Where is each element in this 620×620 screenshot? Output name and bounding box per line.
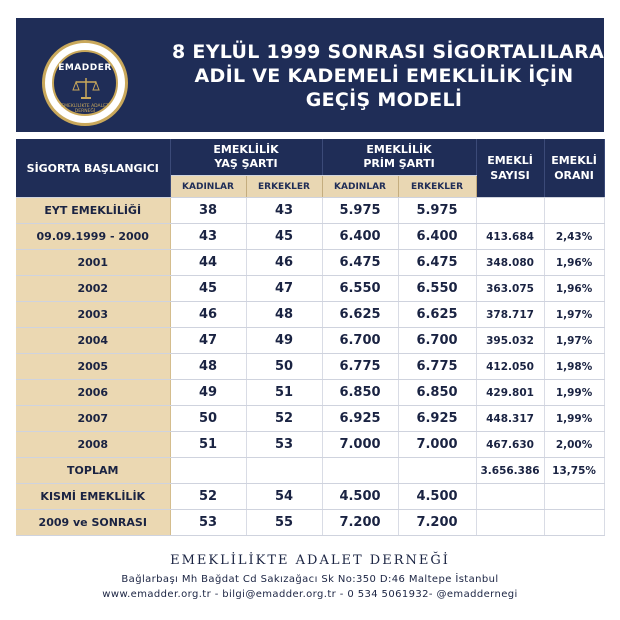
title-line-1: 8 EYLÜL 1999 SONRASI SİGORTALILARA — [172, 41, 605, 63]
header-insurance-start: SİGORTA BAŞLANGICI — [16, 139, 170, 198]
age-men-cell: 48 — [246, 302, 322, 328]
table-row — [16, 224, 604, 250]
retiree-count-cell — [476, 510, 544, 536]
row-label-cell: 2006 — [16, 380, 170, 406]
table-row — [16, 380, 604, 406]
retiree-count-cell — [476, 198, 544, 224]
row-label-cell: 2004 — [16, 328, 170, 354]
age-women-cell: 44 — [170, 250, 246, 276]
header-retiree-count: EMEKLİ SAYISI — [476, 139, 544, 198]
retiree-rate-cell: 1,99% — [544, 406, 604, 432]
retirement-table — [16, 139, 605, 536]
retiree-rate-cell — [544, 510, 604, 536]
prim-women-cell: 4.500 — [322, 484, 398, 510]
retiree-rate-cell: 2,43% — [544, 224, 604, 250]
retiree-count-cell: 413.684 — [476, 224, 544, 250]
title-line-3: GEÇİŞ MODELİ — [305, 89, 463, 111]
subheader-prim-women: KADINLAR — [322, 176, 398, 198]
retiree-count-cell: 348.080 — [476, 250, 544, 276]
age-women-cell: 49 — [170, 380, 246, 406]
retiree-count-cell: 378.717 — [476, 302, 544, 328]
retiree-rate-cell: 13,75% — [544, 458, 604, 484]
retiree-rate-cell — [544, 484, 604, 510]
retiree-count-cell: 467.630 — [476, 432, 544, 458]
footer-contact: www.emadder.org.tr - bilgi@emadder.org.tr - 0 534 5061932- @emaddernegi — [102, 589, 518, 600]
prim-men-cell: 6.700 — [398, 328, 476, 354]
prim-women-cell: 7.000 — [322, 432, 398, 458]
prim-women-cell: 7.200 — [322, 510, 398, 536]
prim-men-cell: 6.925 — [398, 406, 476, 432]
footer-org-name: EMEKLİLİKTE ADALET DERNEĞİ — [170, 553, 450, 568]
scales-of-justice-icon — [72, 76, 100, 102]
header-premium-requirement: EMEKLİLİK PRİM ŞARTI — [322, 139, 476, 176]
title-line-2: ADİL VE KADEMELİ EMEKLİLİK İÇİN — [194, 65, 574, 87]
prim-women-cell: 6.850 — [322, 380, 398, 406]
age-women-cell: 51 — [170, 432, 246, 458]
row-label-cell: 2005 — [16, 354, 170, 380]
table-row — [16, 302, 604, 328]
retiree-rate-cell: 1,99% — [544, 380, 604, 406]
prim-women-cell: 6.550 — [322, 276, 398, 302]
row-label-cell: 2008 — [16, 432, 170, 458]
table-row — [16, 484, 604, 510]
retiree-count-cell: 429.801 — [476, 380, 544, 406]
prim-women-cell: 6.700 — [322, 328, 398, 354]
age-men-cell: 52 — [246, 406, 322, 432]
retiree-rate-cell: 1,96% — [544, 250, 604, 276]
table-row — [16, 328, 604, 354]
retiree-rate-cell: 2,00% — [544, 432, 604, 458]
table-row — [16, 276, 604, 302]
logo-text: EMADDER — [58, 63, 112, 73]
logo-subtitle: EMEKLİLİKTE ADALET DERNEĞİ — [61, 104, 109, 114]
prim-women-cell: 6.625 — [322, 302, 398, 328]
age-women-cell: 48 — [170, 354, 246, 380]
age-women-cell: 47 — [170, 328, 246, 354]
age-men-cell: 43 — [246, 198, 322, 224]
age-women-cell — [170, 458, 246, 484]
retiree-count-cell: 395.032 — [476, 328, 544, 354]
row-label-cell: 2009 ve SONRASI — [16, 510, 170, 536]
prim-women-cell: 6.925 — [322, 406, 398, 432]
age-women-cell: 38 — [170, 198, 246, 224]
header-banner — [16, 18, 604, 132]
retiree-rate-cell: 1,97% — [544, 328, 604, 354]
age-men-cell: 51 — [246, 380, 322, 406]
retiree-count-cell: 3.656.386 — [476, 458, 544, 484]
prim-men-cell: 4.500 — [398, 484, 476, 510]
age-men-cell: 47 — [246, 276, 322, 302]
retiree-count-cell: 448.317 — [476, 406, 544, 432]
subheader-age-women: KADINLAR — [170, 176, 246, 198]
retiree-count-cell: 363.075 — [476, 276, 544, 302]
row-label-cell: 2001 — [16, 250, 170, 276]
row-label-cell: KISMİ EMEKLİLİK — [16, 484, 170, 510]
age-women-cell: 52 — [170, 484, 246, 510]
prim-men-cell: 6.475 — [398, 250, 476, 276]
subheader-age-men: ERKEKLER — [246, 176, 322, 198]
age-men-cell: 46 — [246, 250, 322, 276]
row-label-cell: 2003 — [16, 302, 170, 328]
age-men-cell: 45 — [246, 224, 322, 250]
prim-men-cell — [398, 458, 476, 484]
header-retiree-rate: EMEKLİ ORANI — [544, 139, 604, 198]
prim-men-cell: 7.000 — [398, 432, 476, 458]
retiree-count-cell: 412.050 — [476, 354, 544, 380]
header-age-requirement: EMEKLİLİK YAŞ ŞARTI — [170, 139, 322, 176]
emadder-logo — [42, 40, 128, 126]
age-women-cell: 46 — [170, 302, 246, 328]
age-men-cell: 50 — [246, 354, 322, 380]
age-men-cell: 49 — [246, 328, 322, 354]
prim-men-cell: 6.550 — [398, 276, 476, 302]
page-title — [172, 40, 605, 112]
prim-men-cell: 6.850 — [398, 380, 476, 406]
table-row — [16, 458, 604, 484]
table-row — [16, 406, 604, 432]
prim-women-cell: 6.400 — [322, 224, 398, 250]
retiree-rate-cell: 1,97% — [544, 302, 604, 328]
table-row — [16, 432, 604, 458]
table-row — [16, 198, 604, 224]
age-women-cell: 43 — [170, 224, 246, 250]
retiree-count-cell — [476, 484, 544, 510]
footer-address: Bağlarbaşı Mh Bağdat Cd Sakızağacı Sk No:350 D:46 Maltepe İstanbul — [121, 574, 499, 585]
row-label-cell: 2002 — [16, 276, 170, 302]
row-label-cell: 09.09.1999 - 2000 — [16, 224, 170, 250]
age-women-cell: 50 — [170, 406, 246, 432]
retiree-rate-cell: 1,98% — [544, 354, 604, 380]
prim-men-cell: 6.775 — [398, 354, 476, 380]
prim-men-cell: 6.400 — [398, 224, 476, 250]
prim-women-cell: 6.475 — [322, 250, 398, 276]
prim-men-cell: 5.975 — [398, 198, 476, 224]
prim-men-cell: 7.200 — [398, 510, 476, 536]
age-women-cell: 53 — [170, 510, 246, 536]
prim-women-cell: 5.975 — [322, 198, 398, 224]
row-label-cell: EYT EMEKLİLİĞİ — [16, 198, 170, 224]
row-label-cell: TOPLAM — [16, 458, 170, 484]
age-men-cell: 55 — [246, 510, 322, 536]
prim-men-cell: 6.625 — [398, 302, 476, 328]
table-row — [16, 354, 604, 380]
row-label-cell: 2007 — [16, 406, 170, 432]
age-men-cell: 54 — [246, 484, 322, 510]
retiree-rate-cell — [544, 198, 604, 224]
age-men-cell — [246, 458, 322, 484]
table-row — [16, 250, 604, 276]
age-men-cell: 53 — [246, 432, 322, 458]
retiree-rate-cell: 1,96% — [544, 276, 604, 302]
prim-women-cell — [322, 458, 398, 484]
subheader-prim-men: ERKEKLER — [398, 176, 476, 198]
prim-women-cell: 6.775 — [322, 354, 398, 380]
table-row — [16, 510, 604, 536]
age-women-cell: 45 — [170, 276, 246, 302]
